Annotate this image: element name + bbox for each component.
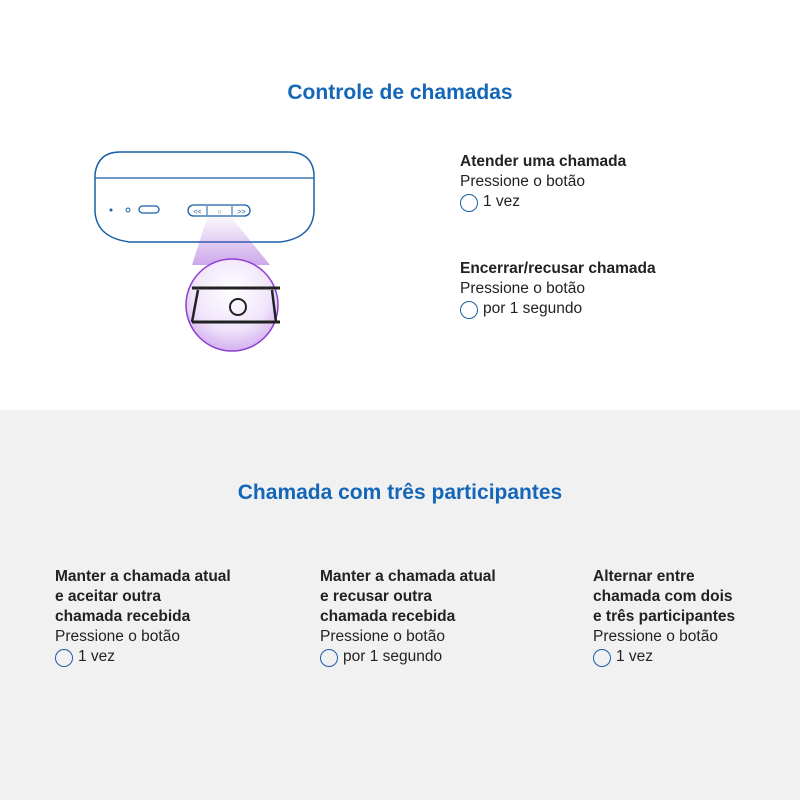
item-instruction: Pressione o botão (55, 628, 180, 645)
zoom-circle (186, 259, 278, 351)
item-instruction: Pressione o botão (460, 280, 585, 297)
switch-calls-instruction (593, 567, 735, 667)
item-title-line: e aceitar outra (55, 588, 161, 605)
end-reject-call-instruction (460, 259, 656, 319)
item-title-line: chamada com dois (593, 588, 733, 605)
item-instruction: Pressione o botão (320, 628, 445, 645)
multifunction-button-label: ○ (217, 209, 222, 216)
led-dot (110, 209, 113, 212)
item-title-line: Manter a chamada atual (320, 568, 496, 585)
prev-button-label: << (193, 209, 202, 216)
item-duration: 1 vez (78, 648, 116, 665)
item-title-line: chamada recebida (320, 608, 456, 625)
button-circle-icon (460, 194, 478, 212)
item-duration: por 1 segundo (483, 300, 583, 317)
item-title-line: e recusar outra (320, 588, 432, 605)
next-button-label: >> (237, 209, 246, 216)
headset-button-illustration (80, 140, 320, 370)
item-title-line: Manter a chamada atual (55, 568, 231, 585)
button-circle-icon (460, 301, 478, 319)
item-title: Atender uma chamada (460, 153, 627, 170)
item-duration: 1 vez (616, 648, 654, 665)
item-instruction: Pressione o botão (593, 628, 718, 645)
hold-reject-instruction (320, 567, 496, 667)
button-circle-icon (55, 649, 73, 667)
item-title-line: chamada recebida (55, 608, 191, 625)
button-circle-icon (320, 649, 338, 667)
section-heading-call-control: Controle de chamadas (287, 81, 513, 104)
hold-accept-instruction (55, 567, 231, 667)
item-duration: 1 vez (483, 193, 521, 210)
item-title-line: e três participantes (593, 608, 736, 625)
answer-call-instruction (460, 152, 626, 212)
button-circle-icon (593, 649, 611, 667)
item-title-line: Alternar entre (593, 568, 695, 585)
item-title: Encerrar/recusar chamada (460, 260, 656, 277)
section-heading-three-way-call: Chamada com três participantes (237, 481, 563, 504)
item-instruction: Pressione o botão (460, 173, 585, 190)
item-duration: por 1 segundo (343, 648, 443, 665)
